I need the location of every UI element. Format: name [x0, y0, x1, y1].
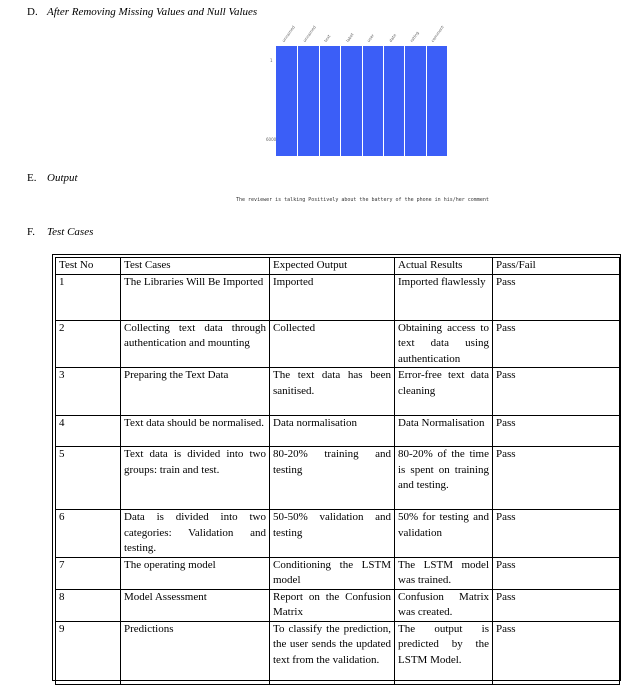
- table-row: [56, 274, 620, 320]
- cell-expected: Report on the Confusion Matrix: [270, 589, 395, 621]
- cell-test-no: 9: [56, 621, 121, 684]
- column-separator: [319, 46, 320, 156]
- section-title: Output: [47, 172, 78, 184]
- cell-test-case: Collecting text data through authentication and mounting: [121, 320, 270, 368]
- column-separator: [340, 46, 341, 156]
- output-sentence: The reviewer is talking Positively about the battery of the phone in his/her comment: [236, 197, 489, 203]
- table-row: [56, 621, 620, 684]
- cell-actual: The LSTM model was trained.: [395, 557, 493, 589]
- cell-result: Pass: [493, 416, 620, 447]
- cell-actual: 50% for testing and validation: [395, 510, 493, 558]
- cell-test-case: The Libraries Will Be Imported: [121, 274, 270, 320]
- table-row: [56, 510, 620, 558]
- row-label-top: 1: [270, 58, 273, 63]
- cell-test-no: 4: [56, 416, 121, 447]
- cell-test-no: 6: [56, 510, 121, 558]
- section-letter: E.: [27, 172, 37, 184]
- table-row: [56, 447, 620, 510]
- cell-actual: Confusion Matrix was created.: [395, 589, 493, 621]
- cell-test-no: 7: [56, 557, 121, 589]
- cell-test-case: Model Assessment: [121, 589, 270, 621]
- cell-actual: Imported flawlessly: [395, 274, 493, 320]
- row-label-bottom: 6000: [266, 137, 277, 142]
- missing-values-matrix-figure: [264, 24, 454, 146]
- cell-expected: Collected: [270, 320, 395, 368]
- cell-expected: 80-20% training and testing: [270, 447, 395, 510]
- column-label: comment: [430, 24, 446, 43]
- cell-test-no: 2: [56, 320, 121, 368]
- column-label: unnamed: [301, 24, 317, 43]
- cell-test-no: 5: [56, 447, 121, 510]
- cell-expected: Data normalisation: [270, 416, 395, 447]
- column-separator: [383, 46, 384, 156]
- cell-expected: Imported: [270, 274, 395, 320]
- header-test-cases: Test Cases: [121, 258, 270, 275]
- column-label: label: [344, 32, 355, 43]
- column-separator: [362, 46, 363, 156]
- cell-actual: Data Normalisation: [395, 416, 493, 447]
- section-title: Test Cases: [47, 226, 94, 238]
- cell-result: Pass: [493, 447, 620, 510]
- cell-test-case: Text data should be normalised.: [121, 416, 270, 447]
- section-heading-f: [27, 226, 93, 238]
- cell-expected: To classify the prediction, the user sends the updated text from the validation.: [270, 621, 395, 684]
- column-separator: [404, 46, 405, 156]
- cell-actual: The output is predicted by the LSTM Model.: [395, 621, 493, 684]
- column-label: date: [387, 32, 397, 43]
- header-pass-fail: Pass/Fail: [493, 258, 620, 275]
- cell-actual: 80-20% of the time is spent on training and testing.: [395, 447, 493, 510]
- cell-result: Pass: [493, 510, 620, 558]
- cell-test-no: 3: [56, 368, 121, 416]
- cell-test-no: 8: [56, 589, 121, 621]
- column-separator: [297, 46, 298, 156]
- column-label: rating: [408, 30, 420, 43]
- cell-test-case: The operating model: [121, 557, 270, 589]
- section-letter: F.: [27, 226, 35, 238]
- table-row: [56, 557, 620, 589]
- cell-test-case: Preparing the Text Data: [121, 368, 270, 416]
- section-letter: D.: [27, 6, 38, 18]
- cell-test-case: Text data is divided into two groups: train and test.: [121, 447, 270, 510]
- table-row: [56, 589, 620, 621]
- column-label: text: [323, 33, 332, 43]
- cell-expected: The text data has been sanitised.: [270, 368, 395, 416]
- cell-result: Pass: [493, 589, 620, 621]
- cell-result: Pass: [493, 368, 620, 416]
- section-heading-e: [27, 172, 78, 184]
- cell-test-case: Predictions: [121, 621, 270, 684]
- cell-test-no: 1: [56, 274, 121, 320]
- cell-actual: Obtaining access to text data using authentication: [395, 320, 493, 368]
- column-label: user: [366, 32, 376, 43]
- cell-expected: Conditioning the LSTM model: [270, 557, 395, 589]
- cell-expected: 50-50% validation and testing: [270, 510, 395, 558]
- table-header-row: [56, 258, 620, 275]
- cell-test-case: Data is divided into two categories: Validation and testing.: [121, 510, 270, 558]
- table-row: [56, 416, 620, 447]
- section-heading-d: [27, 6, 257, 18]
- header-actual-results: Actual Results: [395, 258, 493, 275]
- column-separator: [426, 46, 427, 156]
- column-label: unnamed: [280, 24, 296, 43]
- cell-result: Pass: [493, 320, 620, 368]
- section-title: After Removing Missing Values and Null Values: [47, 6, 258, 18]
- test-cases-table: [55, 257, 620, 685]
- cell-result: Pass: [493, 557, 620, 589]
- cell-result: Pass: [493, 274, 620, 320]
- cell-actual: Error-free text data cleaning: [395, 368, 493, 416]
- table-row: [56, 368, 620, 416]
- header-expected-output: Expected Output: [270, 258, 395, 275]
- cell-result: Pass: [493, 621, 620, 684]
- table-row: [56, 320, 620, 368]
- header-test-no: Test No: [56, 258, 121, 275]
